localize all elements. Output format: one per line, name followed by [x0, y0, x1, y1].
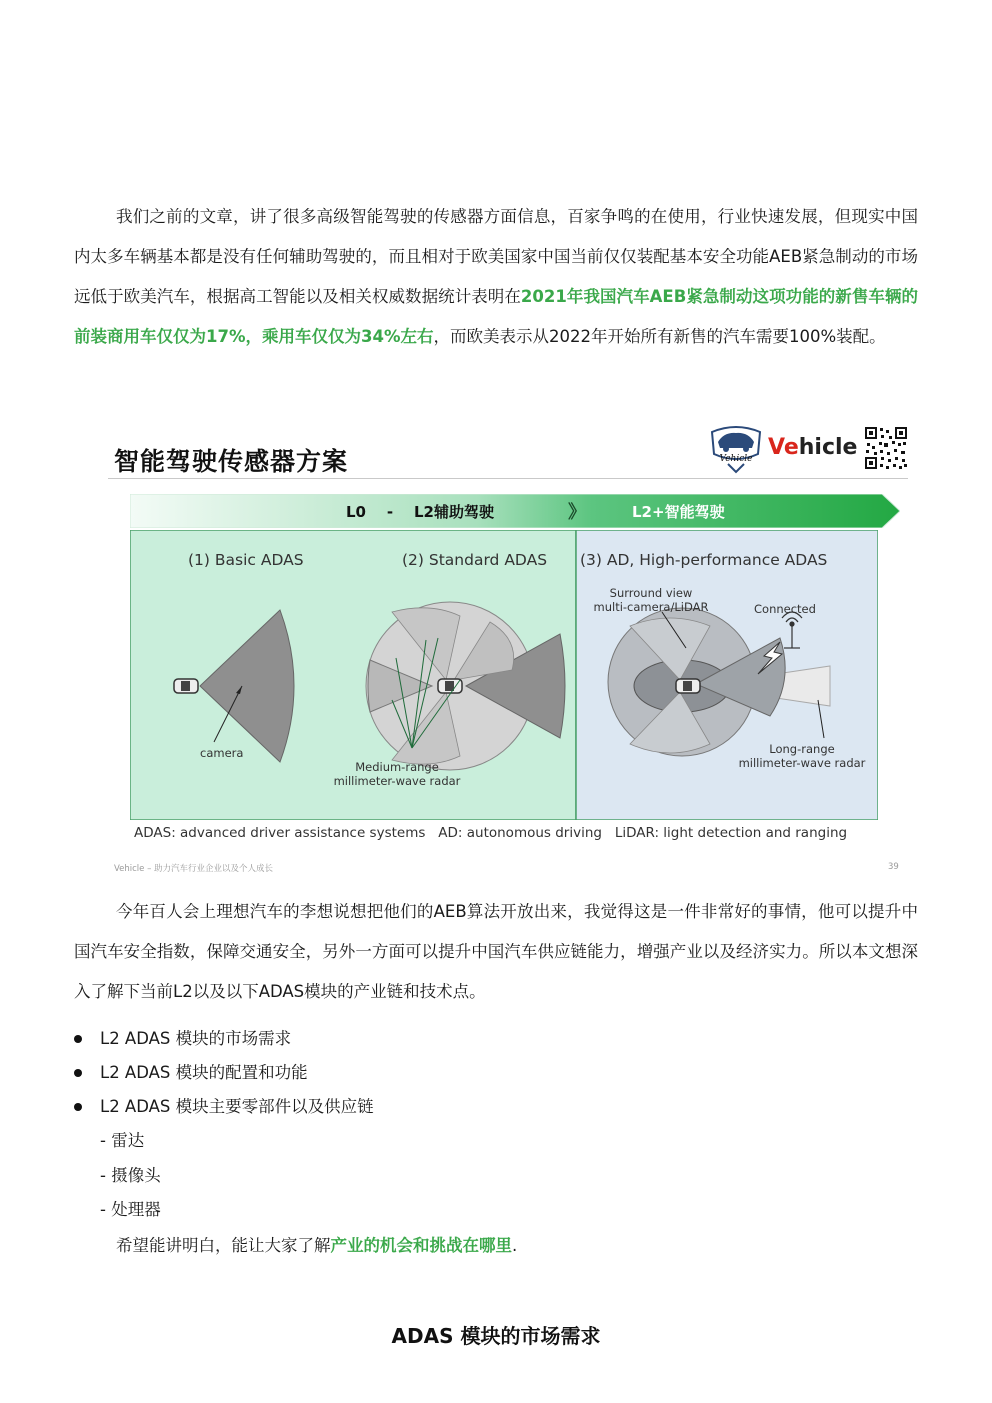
sub-list-item: - 处理器	[100, 1200, 161, 1219]
figure-page-number: 39	[888, 862, 899, 872]
closing-highlight: 产业的机会和挑战在哪里	[330, 1236, 512, 1255]
brand-wordmark-rest: hicle	[798, 435, 858, 460]
closing-line	[116, 1236, 517, 1256]
car-icon-ad	[676, 679, 700, 693]
banner-label-assisted: L0 - L2辅助驾驶	[346, 503, 494, 521]
medium-radar-label-line2: millimeter-wave radar	[333, 774, 461, 788]
banner-label-intelligent: L2+智能驾驶	[632, 503, 725, 521]
list-item: L2 ADAS 模块的配置和功能	[100, 1063, 308, 1082]
level-banner	[130, 494, 900, 528]
body-paragraph: 今年百人会上理想汽车的李想说想把他们的AEB算法开放出来，我觉得这是一件非常好的事情，他可以提升中国汽车安全指数，保障交通安全，另外一方面可以提升中国汽车供应链能力，增强产业以及经济实力。所以本文想深入了解下当前L2以及以下ADAS模块的产业链和技术点。	[74, 902, 918, 1001]
medium-radar-label-line1: Medium-range	[355, 760, 439, 774]
long-radar-label-line1: Long-range	[769, 742, 835, 756]
brand-wordmark-accent: Ve	[768, 435, 799, 460]
sensor-scheme-figure	[108, 420, 908, 880]
panel-basic-adas-title: (1) Basic ADAS	[188, 551, 304, 569]
banner-chevron-icon: 》	[568, 502, 586, 523]
intro-paragraph	[74, 197, 918, 357]
intro-text-end: ，而欧美表示从2022年开始所有新售的汽车需要100%装配。	[433, 327, 886, 346]
bullet-icon	[74, 1069, 82, 1077]
camera-label: camera	[200, 746, 244, 760]
surround-label-line1: Surround view	[609, 586, 693, 600]
sub-list-item: - 摄像头	[100, 1166, 161, 1185]
bullet-icon	[74, 1035, 82, 1043]
bullet-icon	[74, 1103, 82, 1111]
surround-label	[586, 586, 716, 614]
badge-text: Vehicle	[719, 454, 753, 464]
figure-title: 智能驾驶传感器方案	[114, 447, 349, 476]
panel-standard-adas-title: (2) Standard ADAS	[402, 551, 548, 569]
intro-highlight: 2021年我国汽车AEB紧急制动这项功能的新售车辆的前装商用车仅仅为17%，乘用车仅仅为34%左右	[74, 287, 919, 346]
surround-label-line2: multi-camera/LiDAR	[593, 600, 709, 614]
long-radar-label-line2: millimeter-wave radar	[738, 756, 866, 770]
list-item: L2 ADAS 模块主要零部件以及供应链	[100, 1097, 374, 1116]
medium-radar-label	[322, 760, 472, 788]
closing-text-end: .	[512, 1236, 518, 1255]
long-radar-label	[732, 742, 872, 770]
list-item: L2 ADAS 模块的市场需求	[100, 1029, 292, 1048]
closing-text: 希望能讲明白，能让大家了解	[116, 1236, 331, 1255]
figure-footnote: ADAS: advanced driver assistance systems AD: autonomous driving LiDAR: light detection and ranging	[134, 825, 848, 841]
panel-ad-title: (3) AD, High-performance ADAS	[580, 551, 828, 569]
car-icon-basic	[174, 679, 198, 693]
section-heading: ADAS 模块的市场需求	[391, 1324, 601, 1348]
figure-source: Vehicle – 助力汽车行业企业以及个人成长	[114, 864, 274, 874]
vehicle-logo-icon	[708, 424, 764, 474]
qr-code-icon	[864, 426, 908, 470]
intro-text: 我们之前的文章，讲了很多高级智能驾驶的传感器方面信息，百家争鸣的在使用，行业快速发展，但现实中国内太多车辆基本都是没有任何辅助驾驶的，而且相对于欧美国家中国当前仅仅装配基本安全功能AEB紧急制动的市场远低于欧美汽车，根据高工智能以及相关权威数据统计表明在	[74, 207, 918, 306]
connected-label: Connected	[754, 602, 816, 616]
figure-divider	[108, 478, 908, 479]
brand-wordmark	[768, 435, 857, 460]
sub-list-item: - 雷达	[100, 1131, 145, 1150]
car-icon-standard	[438, 679, 462, 693]
adas-panels	[130, 530, 878, 820]
